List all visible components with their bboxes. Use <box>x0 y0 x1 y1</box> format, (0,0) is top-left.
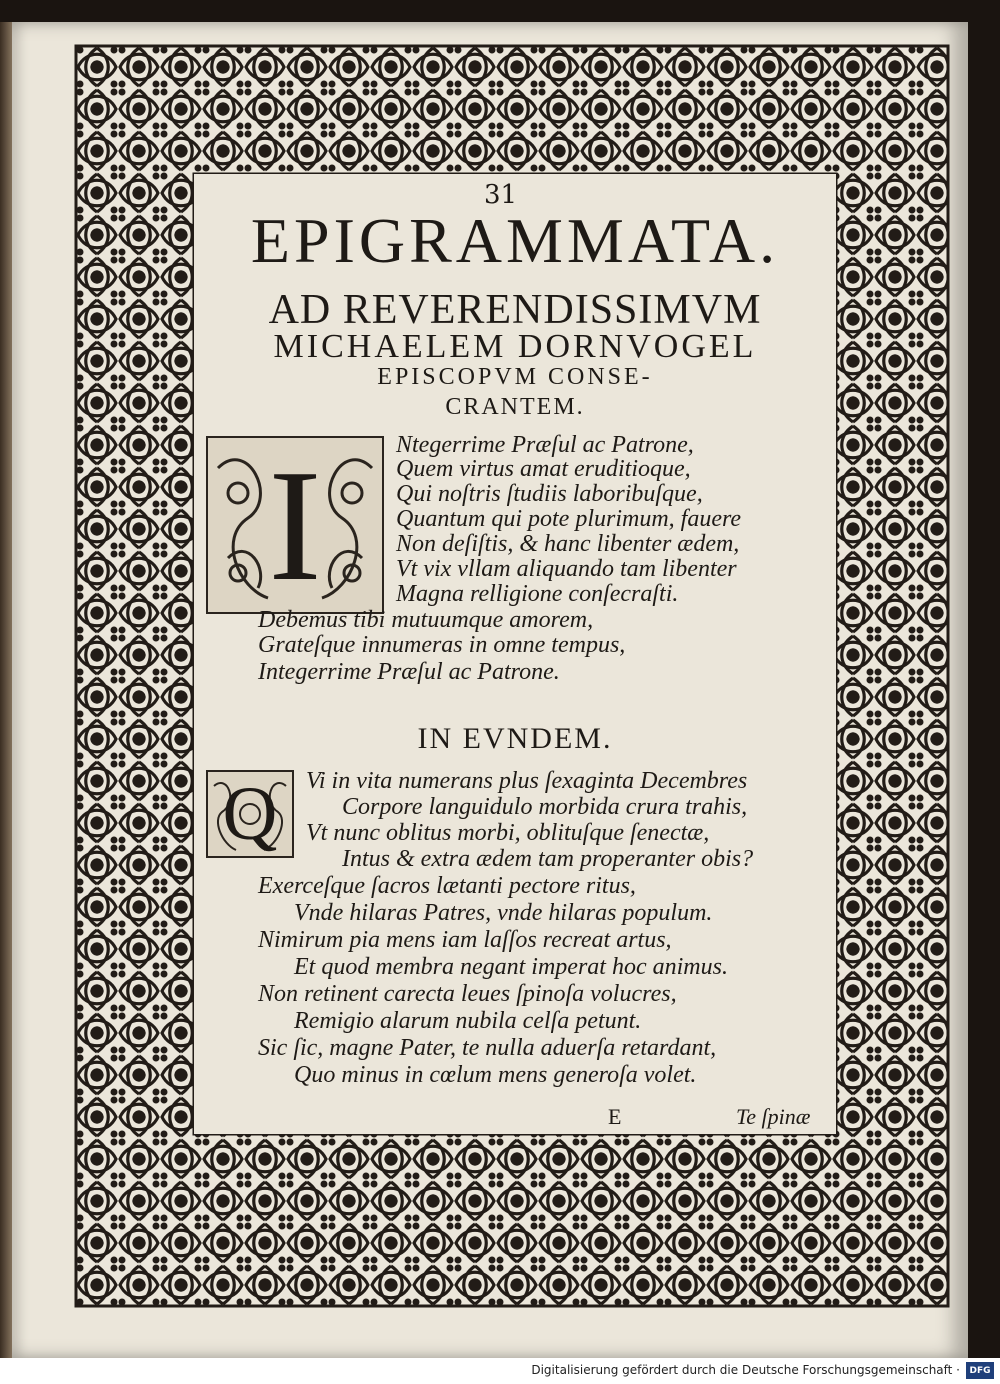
poem1-line: Qui noſtris ſtudiis laboribuſque, <box>396 481 703 507</box>
poem1-line: Debemus tibi mutuumque amorem, <box>258 607 594 633</box>
poem1-line: Magna relligione conſecraſti. <box>396 581 679 607</box>
heading-line-4: CRANTEM. <box>445 394 585 420</box>
poem1-line: Quantum qui pote plurimum, fauere <box>396 506 742 532</box>
poem1-line: Grateſque innumeras in omne tempus, <box>258 632 626 658</box>
poem2-line: Et quod membra negant imperat hoc animus. <box>294 954 728 980</box>
text-panel <box>194 174 836 1134</box>
poem2-line: Corpore languidulo morbida crura trahis, <box>342 794 748 820</box>
poem2-line: Vnde hilaras Patres, vnde hilaras populum. <box>294 900 713 926</box>
poem1-line: Non deſiſtis, & hanc libenter ædem, <box>396 531 740 557</box>
poem2-line: Non retinent carecta leues ſpinoſa volucres, <box>258 981 677 1007</box>
heading-line-3: EPISCOPVM CONSE- <box>377 364 653 390</box>
poem2-line: Vt nunc oblitus morbi, oblituſque ſenectæ, <box>306 820 710 846</box>
poem2-line: Remigio alarum nubila celſa petunt. <box>294 1008 642 1034</box>
poem2-line: Intus & extra ædem tam properanter obis? <box>342 846 754 872</box>
footer-bar <box>0 1358 1000 1384</box>
poem2-line: Sic ſic, magne Pater, te nulla aduerſa retardant, <box>258 1035 717 1061</box>
subheading: IN EVNDEM. <box>417 722 613 755</box>
heading-line-2: MICHAELEM DORNVOGEL <box>273 328 757 365</box>
poem1-line: Quem virtus amat eruditioque, <box>396 456 691 482</box>
decorated-initial-q <box>206 770 294 858</box>
signature-mark: E <box>608 1104 622 1129</box>
decorated-initial-i <box>206 436 384 614</box>
catchword: Te ſpinæ <box>736 1104 811 1129</box>
footer-credit: Digitalisierung gefördert durch die Deutsche Forschungsgemeinschaft · <box>531 1363 960 1377</box>
poem2-line: Nimirum pia mens iam laſſos recreat artus, <box>258 927 672 953</box>
heading-line-1: AD REVERENDISSIMVM <box>268 287 762 333</box>
page-title: EPIGRAMMATA. <box>250 205 780 276</box>
initial-letter: Q <box>222 771 278 856</box>
poem1-line: Ntegerrime Præſul ac Patrone, <box>396 432 694 458</box>
poem1-line: Integerrime Præſul ac Patrone. <box>258 659 560 685</box>
initial-letter: I <box>268 436 322 614</box>
poem1-line: Vt vix vllam aliquando tam libenter <box>396 556 737 582</box>
poem2-line: Exerceſque ſacros lætanti pectore ritus, <box>258 873 636 899</box>
folio-number: 31 <box>484 180 518 210</box>
poem2-line: Quo minus in cœlum mens generoſa volet. <box>294 1062 697 1088</box>
poem2-line: Vi in vita numerans plus ſexaginta Decembres <box>306 768 748 794</box>
dfg-logo-icon: DFG <box>966 1362 994 1379</box>
